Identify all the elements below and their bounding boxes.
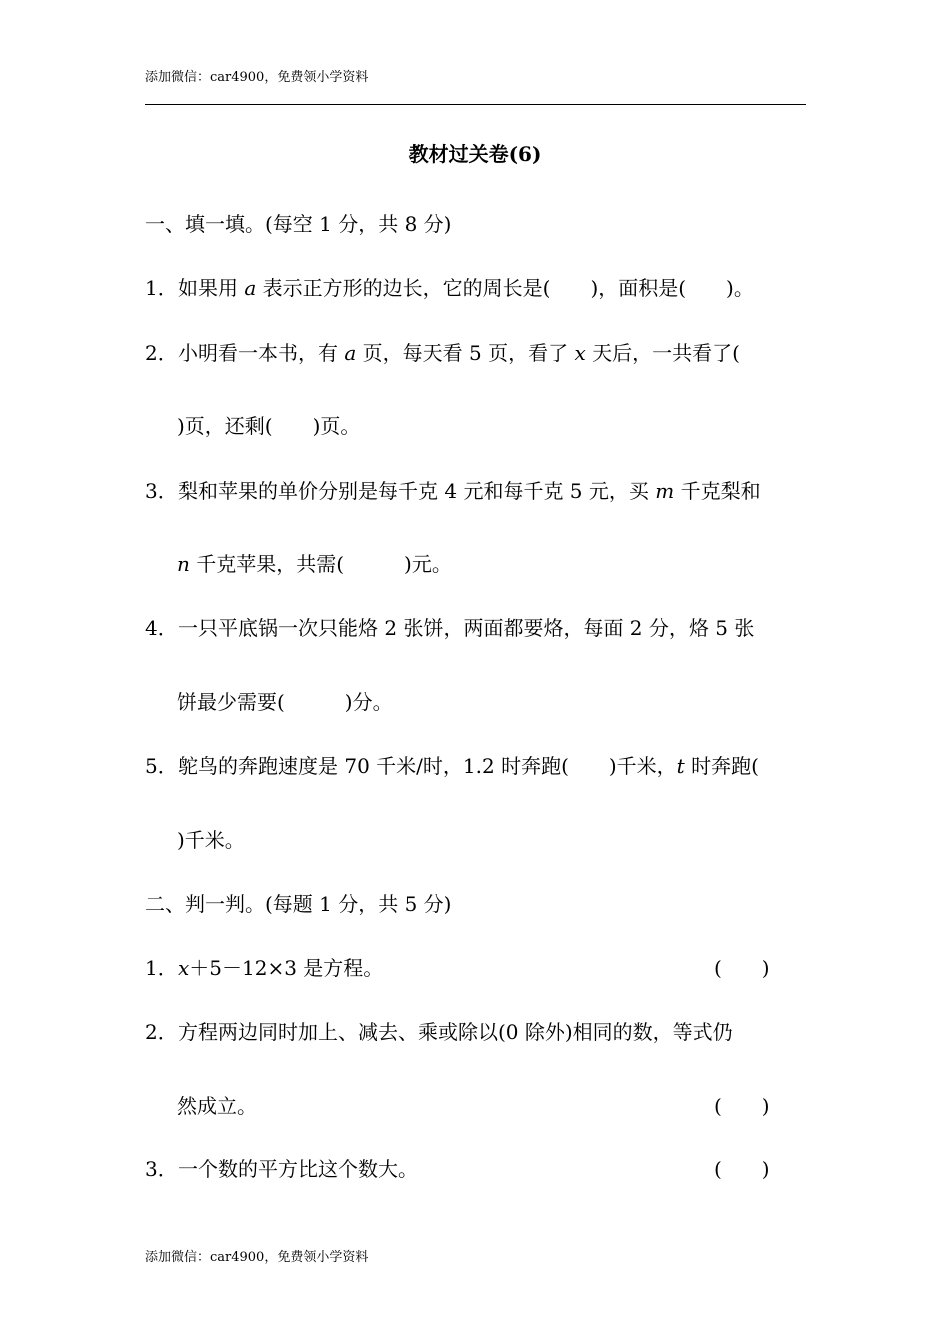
s1-question-2-continued: )页，还剩( )页。 — [177, 414, 361, 438]
section1-heading: 一、填一填。(每空 1 分，共 8 分) — [145, 212, 452, 236]
s1-question-1 — [145, 274, 754, 302]
variable: n — [177, 552, 190, 576]
answer-blank: ( ) — [714, 956, 770, 980]
s2-question-2-continued: 然成立。 — [177, 1094, 257, 1118]
variable: x — [574, 341, 586, 365]
s1-question-4-continued: 饼最少需要( )分。 — [177, 690, 393, 714]
question-text: 天后，一共看了( — [585, 341, 740, 365]
question-number: 1． — [145, 276, 178, 300]
variable: t — [676, 754, 685, 778]
question-text: 页，每天看 5 页，看了 — [356, 341, 575, 365]
question-number: 1． — [145, 956, 178, 980]
question-text: 方程两边同时加上、减去、乘或除以(0 除外)相同的数，等式仍 — [178, 1020, 733, 1044]
question-text: 千克苹果，共需( )元。 — [189, 552, 452, 576]
s1-question-2 — [145, 339, 740, 367]
header-note: 添加微信：car4900，免费领小学资料 — [145, 70, 369, 85]
question-text: 如果用 — [178, 276, 245, 300]
question-number: 5． — [145, 754, 178, 778]
question-text: 鸵鸟的奔跑速度是 70 千米/时，1.2 时奔跑( )千米， — [178, 754, 677, 778]
s1-question-5-continued: )千米。 — [177, 828, 245, 852]
question-number: 4． — [145, 616, 178, 640]
s2-question-1 — [145, 954, 383, 982]
variable: a — [344, 341, 357, 365]
page-title: 教材过关卷(6) — [408, 142, 542, 166]
section2-heading: 二、判一判。(每题 1 分，共 5 分) — [145, 892, 452, 916]
answer-blank: ( ) — [714, 1157, 770, 1181]
footer-note: 添加微信：car4900，免费领小学资料 — [145, 1250, 369, 1265]
s1-question-4 — [145, 614, 754, 642]
variable: a — [244, 276, 257, 300]
question-text: 梨和苹果的单价分别是每千克 4 元和每千克 5 元，买 — [178, 479, 656, 503]
question-text: 表示正方形的边长，它的周长是( )，面积是( )。 — [256, 276, 754, 300]
question-number: 2． — [145, 341, 178, 365]
s1-question-3-continued — [177, 550, 452, 578]
variable: m — [655, 479, 675, 503]
question-text: 一个数的平方比这个数大。 — [178, 1157, 418, 1181]
question-text: ＋5－12×3 是方程。 — [189, 956, 384, 980]
question-text: 一只平底锅一次只能烙 2 张饼，两面都要烙，每面 2 分，烙 5 张 — [178, 616, 755, 640]
answer-blank: ( ) — [714, 1094, 770, 1118]
question-number: 3． — [145, 479, 178, 503]
question-text: 小明看一本书，有 — [178, 341, 345, 365]
question-number: 3． — [145, 1157, 178, 1181]
s2-question-2 — [145, 1018, 733, 1046]
s1-question-3 — [145, 477, 761, 505]
question-text: 千克梨和 — [674, 479, 761, 503]
s1-question-5 — [145, 752, 759, 780]
question-number: 2． — [145, 1020, 178, 1044]
question-text: 时奔跑( — [684, 754, 759, 778]
header-divider — [145, 104, 806, 105]
variable: x — [178, 956, 190, 980]
s2-question-3 — [145, 1155, 418, 1183]
